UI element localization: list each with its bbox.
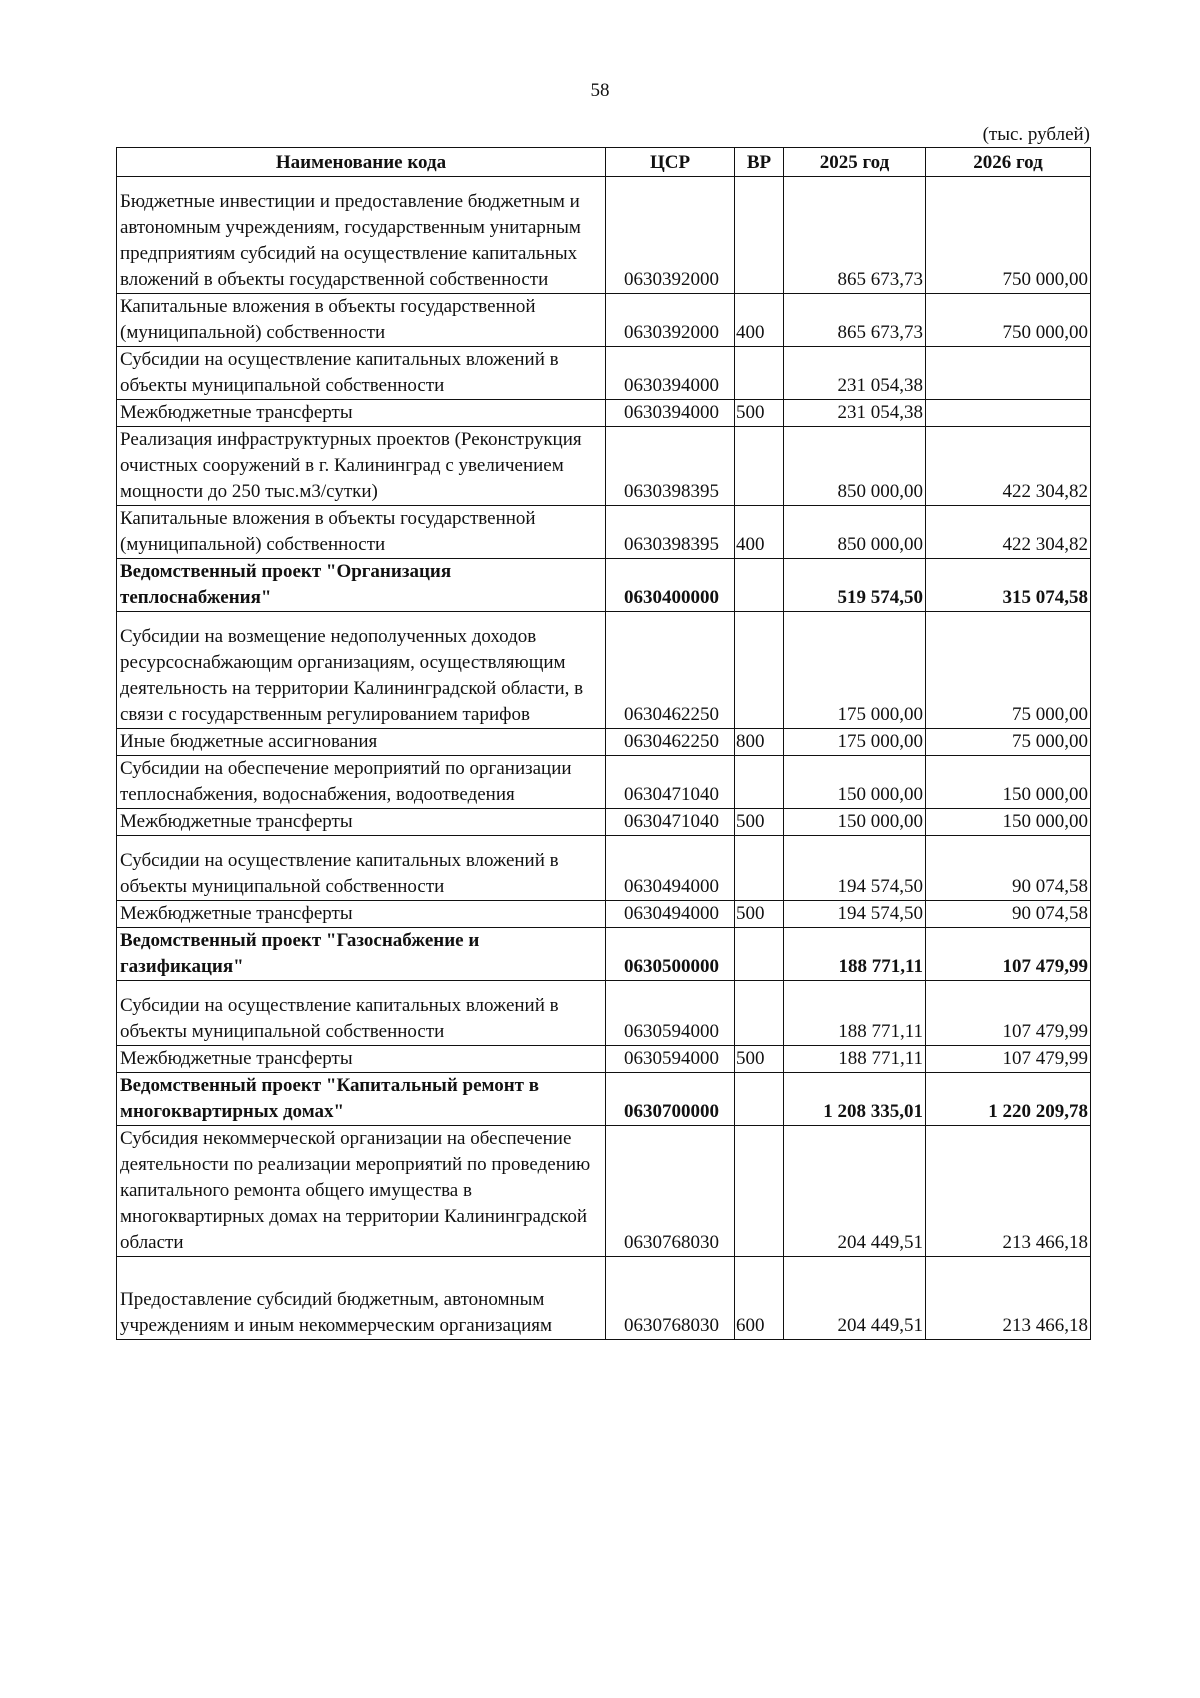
table-row-project bbox=[117, 559, 1091, 612]
cell-2025: 150 000,00 bbox=[784, 809, 926, 836]
cell-vr: 500 bbox=[735, 1046, 784, 1073]
header-csr: ЦСР bbox=[606, 148, 735, 177]
header-2025: 2025 год bbox=[784, 148, 926, 177]
cell-2026 bbox=[926, 400, 1091, 427]
cell-2026: 213 466,18 bbox=[926, 1257, 1091, 1340]
cell-2025: 1 208 335,01 bbox=[784, 1073, 926, 1126]
cell-csr: 0630400000 bbox=[606, 559, 735, 612]
table-row bbox=[117, 1126, 1091, 1257]
header-name: Наименование кода bbox=[117, 148, 606, 177]
cell-csr: 0630398395 bbox=[606, 506, 735, 559]
cell-csr: 0630594000 bbox=[606, 981, 735, 1046]
cell-vr: 400 bbox=[735, 294, 784, 347]
cell-2025: 865 673,73 bbox=[784, 177, 926, 294]
cell-2026: 422 304,82 bbox=[926, 427, 1091, 506]
cell-2026: 750 000,00 bbox=[926, 294, 1091, 347]
cell-csr: 0630392000 bbox=[606, 294, 735, 347]
table-row bbox=[117, 756, 1091, 809]
cell-vr bbox=[735, 756, 784, 809]
cell-csr: 0630392000 bbox=[606, 177, 735, 294]
cell-csr: 0630471040 bbox=[606, 809, 735, 836]
cell-2025: 150 000,00 bbox=[784, 756, 926, 809]
header-vr: ВР bbox=[735, 148, 784, 177]
cell-2025: 850 000,00 bbox=[784, 427, 926, 506]
cell-2026: 750 000,00 bbox=[926, 177, 1091, 294]
cell-2026: 1 220 209,78 bbox=[926, 1073, 1091, 1126]
cell-name: Капитальные вложения в объекты государственной (муниципальной) собственности bbox=[117, 294, 606, 347]
cell-csr: 0630594000 bbox=[606, 1046, 735, 1073]
cell-vr: 600 bbox=[735, 1257, 784, 1340]
cell-name: Субсидии на обеспечение мероприятий по организации теплоснабжения, водоснабжения, водоотведения bbox=[117, 756, 606, 809]
cell-2025: 188 771,11 bbox=[784, 981, 926, 1046]
cell-vr bbox=[735, 928, 784, 981]
cell-2026: 315 074,58 bbox=[926, 559, 1091, 612]
cell-vr bbox=[735, 612, 784, 729]
table-row bbox=[117, 1257, 1091, 1340]
page-number: 58 bbox=[590, 80, 610, 101]
cell-vr: 800 bbox=[735, 729, 784, 756]
units-label: (тыс. рублей) bbox=[982, 124, 1090, 145]
cell-name: Субсидии на осуществление капитальных вложений в объекты муниципальной собственности bbox=[117, 981, 606, 1046]
cell-name: Субсидия некоммерческой организации на обеспечение деятельности по реализации мероприятий по проведению капитального ремонта общего имущества в многоквартирных домах на территории Калининградской области bbox=[117, 1126, 606, 1257]
cell-name: Межбюджетные трансферты bbox=[117, 1046, 606, 1073]
cell-2026: 107 479,99 bbox=[926, 1046, 1091, 1073]
cell-2025: 850 000,00 bbox=[784, 506, 926, 559]
table-row bbox=[117, 809, 1091, 836]
cell-2026: 75 000,00 bbox=[926, 729, 1091, 756]
cell-csr: 0630494000 bbox=[606, 901, 735, 928]
cell-2025: 175 000,00 bbox=[784, 612, 926, 729]
cell-2025: 204 449,51 bbox=[784, 1257, 926, 1340]
cell-2025: 194 574,50 bbox=[784, 836, 926, 901]
cell-csr: 0630700000 bbox=[606, 1073, 735, 1126]
cell-name: Ведомственный проект "Капитальный ремонт в многоквартирных домах" bbox=[117, 1073, 606, 1126]
table-row bbox=[117, 836, 1091, 901]
cell-csr: 0630768030 bbox=[606, 1257, 735, 1340]
cell-name: Межбюджетные трансферты bbox=[117, 901, 606, 928]
cell-name: Реализация инфраструктурных проектов (Реконструкция очистных сооружений в г. Калининград с увеличением мощности до 250 тыс.м3/сутки) bbox=[117, 427, 606, 506]
cell-vr bbox=[735, 836, 784, 901]
cell-csr: 0630471040 bbox=[606, 756, 735, 809]
table-row bbox=[117, 612, 1091, 729]
cell-vr bbox=[735, 427, 784, 506]
cell-vr bbox=[735, 981, 784, 1046]
cell-2025: 188 771,11 bbox=[784, 928, 926, 981]
cell-2026: 107 479,99 bbox=[926, 928, 1091, 981]
cell-2026: 107 479,99 bbox=[926, 981, 1091, 1046]
cell-csr: 0630394000 bbox=[606, 347, 735, 400]
cell-2025: 231 054,38 bbox=[784, 347, 926, 400]
table-row bbox=[117, 1046, 1091, 1073]
cell-2026: 90 074,58 bbox=[926, 901, 1091, 928]
cell-csr: 0630462250 bbox=[606, 729, 735, 756]
cell-2025: 865 673,73 bbox=[784, 294, 926, 347]
cell-2026: 90 074,58 bbox=[926, 836, 1091, 901]
cell-2025: 175 000,00 bbox=[784, 729, 926, 756]
cell-csr: 0630394000 bbox=[606, 400, 735, 427]
table-header-row bbox=[117, 148, 1091, 177]
table-row bbox=[117, 347, 1091, 400]
table-row bbox=[117, 177, 1091, 294]
cell-vr bbox=[735, 177, 784, 294]
cell-2026: 422 304,82 bbox=[926, 506, 1091, 559]
cell-2025: 204 449,51 bbox=[784, 1126, 926, 1257]
cell-csr: 0630398395 bbox=[606, 427, 735, 506]
cell-name: Капитальные вложения в объекты государственной (муниципальной) собственности bbox=[117, 506, 606, 559]
cell-vr bbox=[735, 1073, 784, 1126]
cell-name: Межбюджетные трансферты bbox=[117, 809, 606, 836]
cell-vr: 500 bbox=[735, 901, 784, 928]
cell-2025: 231 054,38 bbox=[784, 400, 926, 427]
cell-name: Иные бюджетные ассигнования bbox=[117, 729, 606, 756]
table-row-project bbox=[117, 1073, 1091, 1126]
cell-name: Субсидии на осуществление капитальных вложений в объекты муниципальной собственности bbox=[117, 347, 606, 400]
cell-csr: 0630494000 bbox=[606, 836, 735, 901]
cell-2026: 75 000,00 bbox=[926, 612, 1091, 729]
cell-name: Бюджетные инвестиции и предоставление бюджетным и автономным учреждениям, государственным унитарным предприятиям субсидий на осуществление капитальных вложений в объекты государственной собственности bbox=[117, 177, 606, 294]
cell-vr: 500 bbox=[735, 400, 784, 427]
cell-name: Субсидии на осуществление капитальных вложений в объекты муниципальной собственности bbox=[117, 836, 606, 901]
cell-2025: 519 574,50 bbox=[784, 559, 926, 612]
cell-vr bbox=[735, 347, 784, 400]
cell-vr: 400 bbox=[735, 506, 784, 559]
cell-vr bbox=[735, 559, 784, 612]
table-row bbox=[117, 294, 1091, 347]
cell-name: Предоставление субсидий бюджетным, автономным учреждениям и иным некоммерческим организациям bbox=[117, 1257, 606, 1340]
table-row bbox=[117, 400, 1091, 427]
cell-2026: 150 000,00 bbox=[926, 809, 1091, 836]
table-row-project bbox=[117, 928, 1091, 981]
table-row bbox=[117, 981, 1091, 1046]
budget-table bbox=[116, 147, 1091, 1340]
cell-csr: 0630462250 bbox=[606, 612, 735, 729]
cell-vr bbox=[735, 1126, 784, 1257]
table-row bbox=[117, 506, 1091, 559]
table-row bbox=[117, 901, 1091, 928]
cell-name: Межбюджетные трансферты bbox=[117, 400, 606, 427]
cell-vr: 500 bbox=[735, 809, 784, 836]
table-row bbox=[117, 729, 1091, 756]
cell-2026: 213 466,18 bbox=[926, 1126, 1091, 1257]
cell-2026 bbox=[926, 347, 1091, 400]
cell-2025: 194 574,50 bbox=[784, 901, 926, 928]
cell-name: Ведомственный проект "Организация теплоснабжения" bbox=[117, 559, 606, 612]
cell-name: Субсидии на возмещение недополученных доходов ресурсоснабжающим организациям, осуществляющим деятельность на территории Калининградской области, в связи с государственным регулированием тарифов bbox=[117, 612, 606, 729]
cell-csr: 0630500000 bbox=[606, 928, 735, 981]
header-2026: 2026 год bbox=[926, 148, 1091, 177]
cell-2026: 150 000,00 bbox=[926, 756, 1091, 809]
cell-csr: 0630768030 bbox=[606, 1126, 735, 1257]
table-row bbox=[117, 427, 1091, 506]
table-body bbox=[117, 177, 1091, 1340]
cell-2025: 188 771,11 bbox=[784, 1046, 926, 1073]
cell-name: Ведомственный проект "Газоснабжение и газификация" bbox=[117, 928, 606, 981]
